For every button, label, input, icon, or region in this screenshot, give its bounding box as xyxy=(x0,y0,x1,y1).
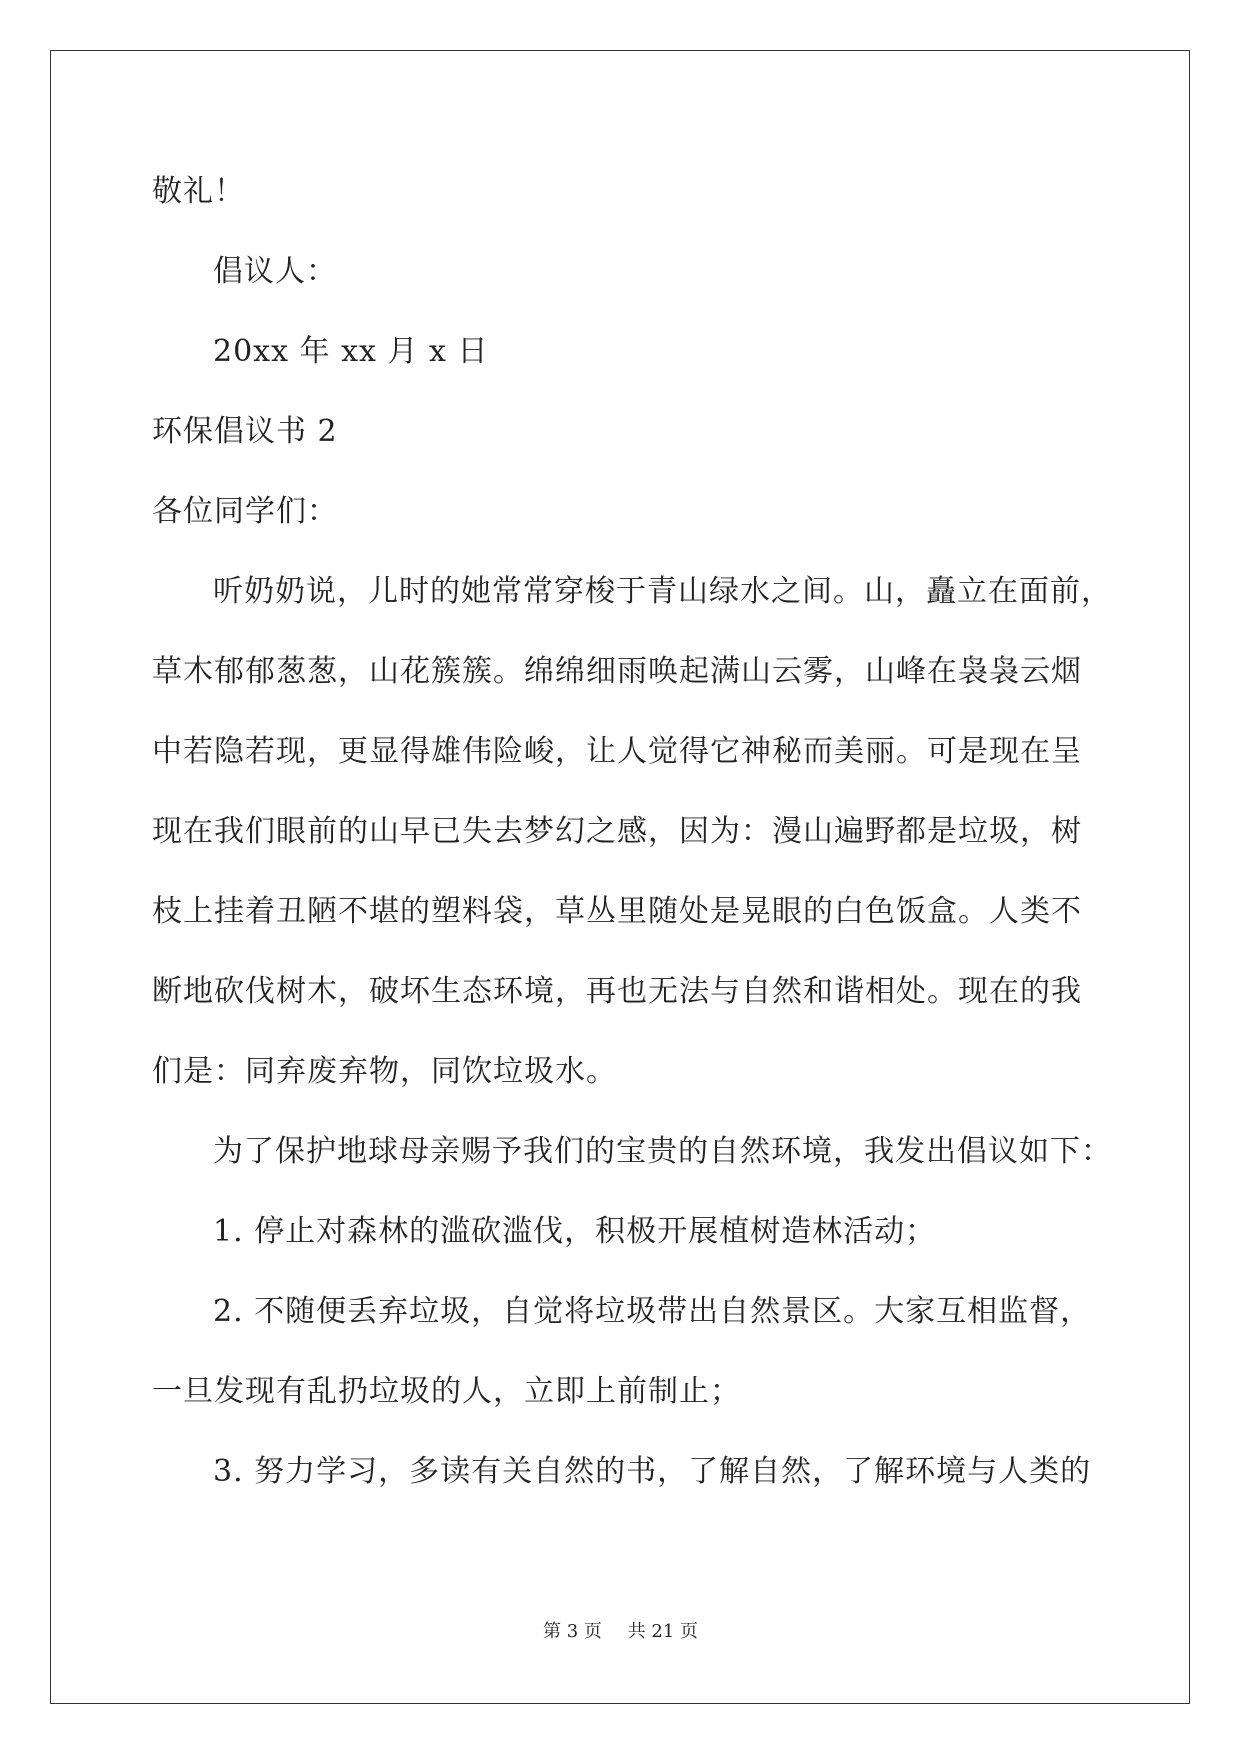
paragraph-line: 草木郁郁葱葱，山花簇簇。绵绵细雨唤起满山云雾，山峰在袅袅云烟 xyxy=(152,654,1082,689)
proposal-item-2: 2. 不随便丢弃垃圾，自觉将垃圾带出自然景区。大家互相监督， xyxy=(213,1294,1092,1329)
date-line: 20xx 年 xx 月 x 日 xyxy=(213,334,489,369)
greeting-line: 各位同学们： xyxy=(152,494,338,529)
paragraph-line: 听奶奶说，儿时的她常常穿梭于青山绿水之间。山，矗立在面前， xyxy=(213,574,1112,609)
paragraph-line: 断地砍伐树木，破坏生态环境，再也无法与自然和谐相处。现在的我 xyxy=(152,974,1082,1009)
page-footer xyxy=(0,1620,1241,1644)
proposer-label: 倡议人： xyxy=(213,254,337,289)
page-number-total: 共 21 页 xyxy=(627,1621,698,1642)
paragraph-line: 现在我们眼前的山早已失去梦幻之感，因为：漫山遍野都是垃圾，树 xyxy=(152,814,1082,849)
paragraph-line: 枝上挂着丑陋不堪的塑料袋，草丛里随处是晃眼的白色饭盒。人类不 xyxy=(152,894,1082,929)
section-title: 环保倡议书 2 xyxy=(152,414,338,449)
paragraph-line: 们是：同弃废弃物，同饮垃圾水。 xyxy=(152,1054,617,1089)
closing-salute: 敬礼！ xyxy=(152,174,245,209)
proposal-intro: 为了保护地球母亲赐予我们的宝贵的自然环境，我发出倡议如下： xyxy=(213,1134,1112,1169)
page-number-current: 第 3 页 xyxy=(543,1621,602,1642)
proposal-item-3: 3. 努力学习，多读有关自然的书，了解自然，了解环境与人类的 xyxy=(213,1454,1092,1489)
proposal-item-2-cont: 一旦发现有乱扔垃圾的人，立即上前制止； xyxy=(152,1374,741,1409)
paragraph-line: 中若隐若现，更显得雄伟险峻，让人觉得它神秘而美丽。可是现在呈 xyxy=(152,734,1082,769)
proposal-item-1: 1. 停止对森林的滥砍滥伐，积极开展植树造林活动； xyxy=(213,1214,937,1249)
